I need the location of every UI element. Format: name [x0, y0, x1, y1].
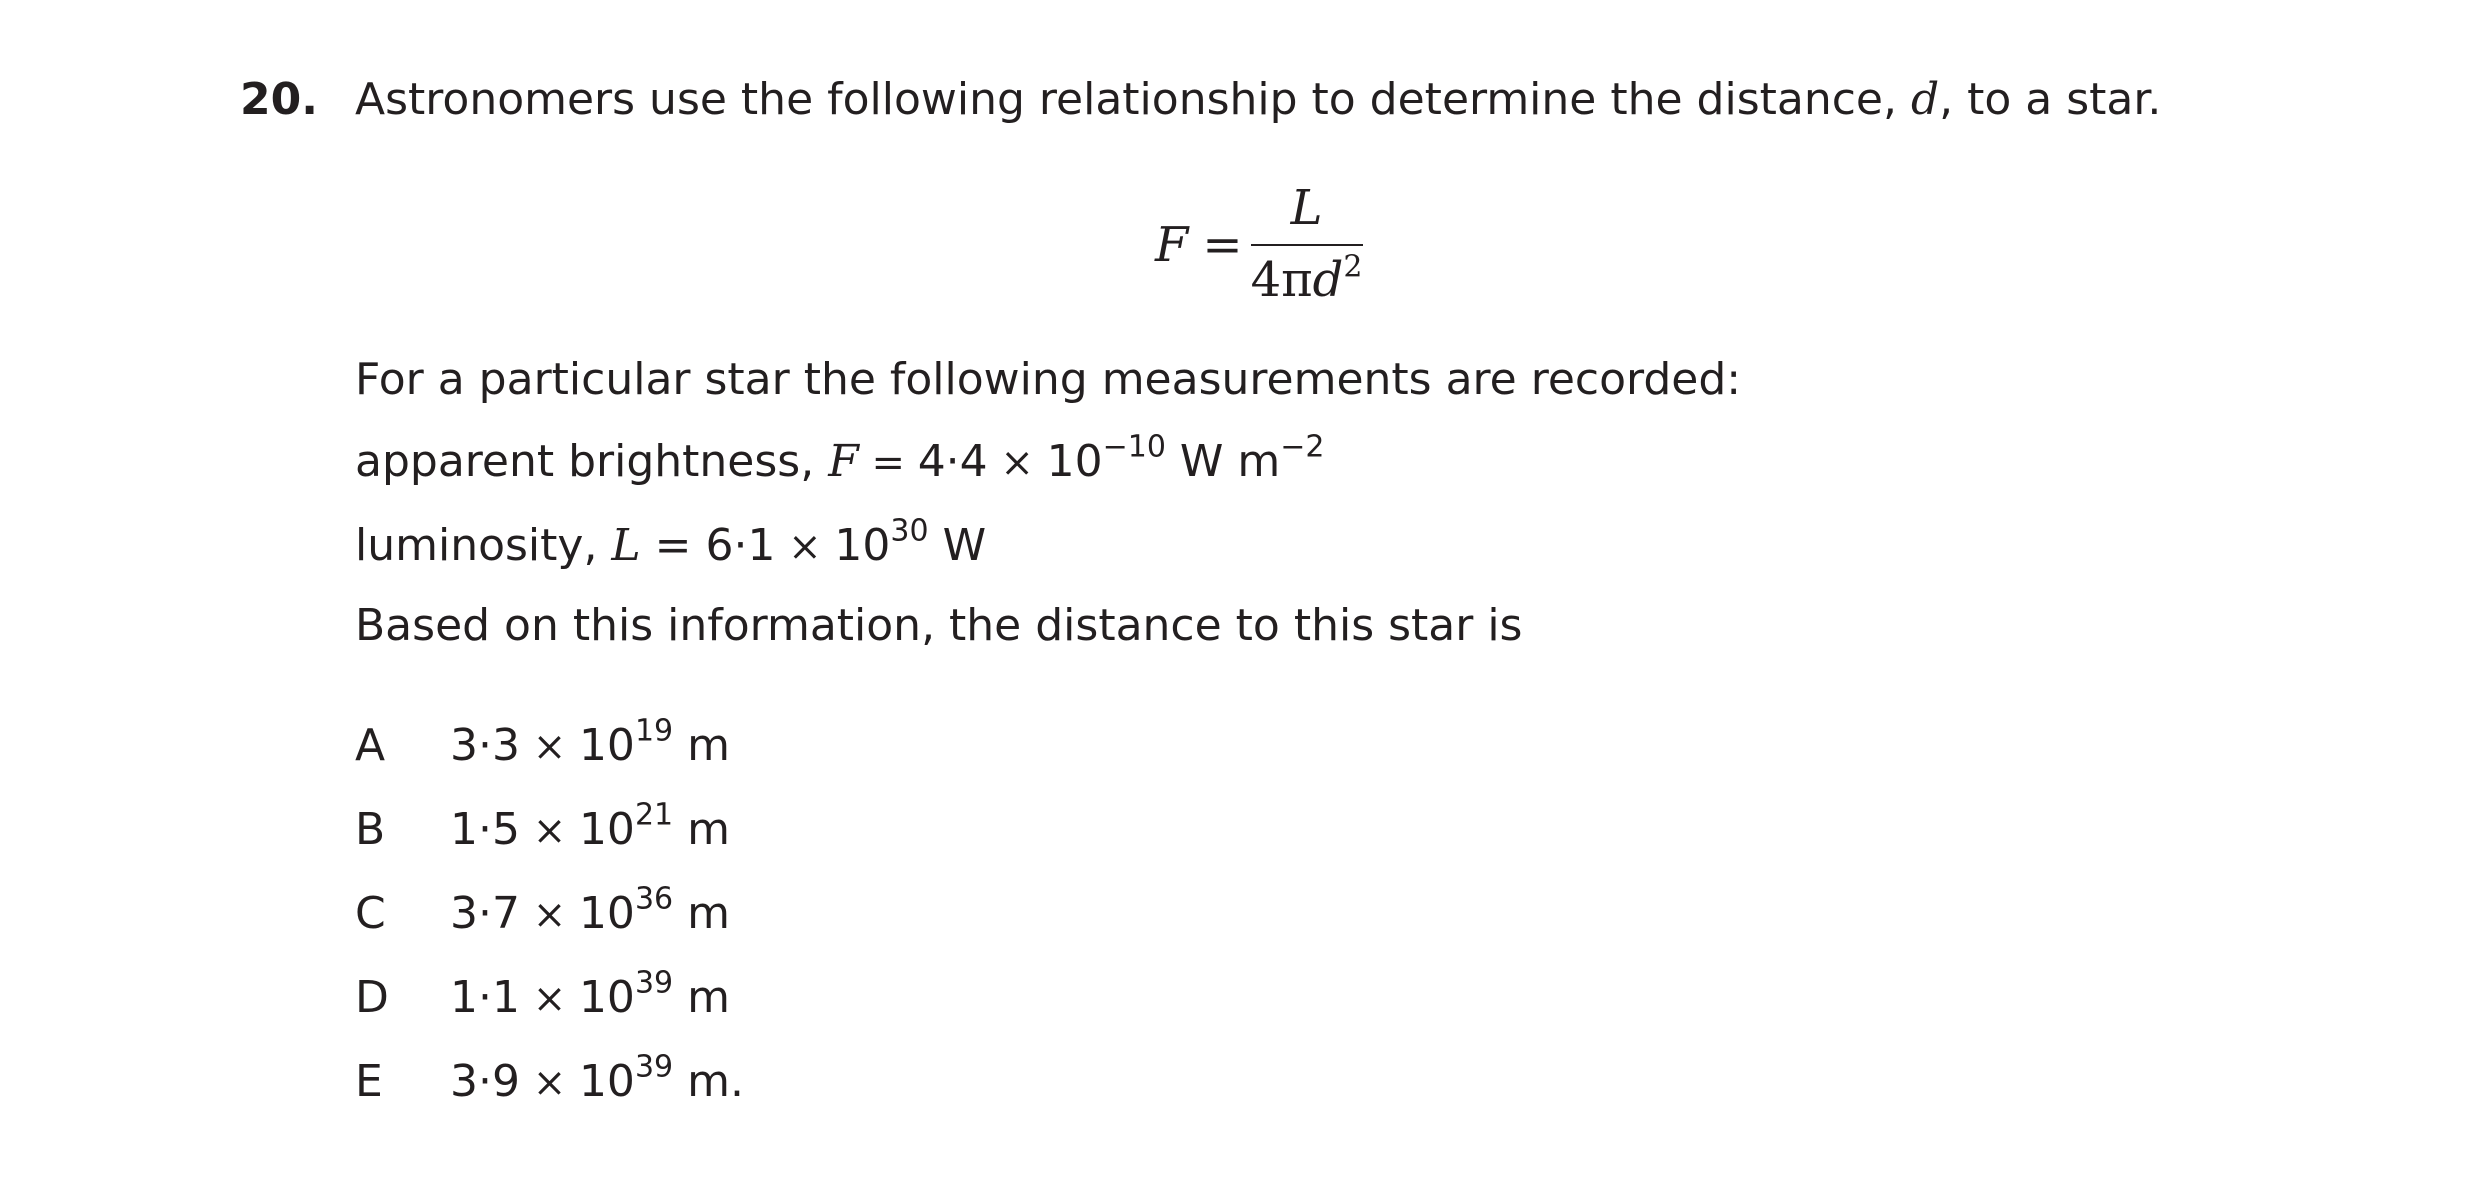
- brightness-line: [355, 429, 1325, 493]
- option-exponent: 36: [634, 881, 674, 917]
- option-times: ×: [519, 808, 579, 854]
- brightness-symbol: F: [828, 436, 859, 487]
- option-exponent: 19: [634, 713, 674, 749]
- option-unit: m.: [673, 1056, 744, 1107]
- option-b[interactable]: [355, 797, 730, 861]
- question-number: 20.: [240, 74, 318, 125]
- question-prompt: Based on this information, the distance to this star is: [355, 600, 1523, 651]
- distance-formula: [1155, 170, 1363, 320]
- luminosity-base: 10: [834, 520, 891, 571]
- option-d[interactable]: [355, 965, 730, 1029]
- option-mantissa: 3·3: [450, 720, 520, 771]
- luminosity-times: ×: [775, 524, 835, 570]
- brightness-base: 10: [1046, 436, 1103, 487]
- option-a[interactable]: [355, 713, 730, 777]
- option-c[interactable]: [355, 881, 730, 945]
- formula-numerator: L: [1290, 180, 1323, 236]
- brightness-mantissa: 4·4: [917, 436, 988, 487]
- brightness-equals: =: [858, 440, 918, 486]
- luminosity-equals: =: [640, 520, 706, 571]
- option-letter: E: [355, 1056, 383, 1107]
- luminosity-symbol: L: [611, 520, 641, 571]
- option-base: 10: [578, 804, 635, 855]
- option-exponent: 39: [634, 965, 674, 1001]
- brightness-times: ×: [987, 440, 1047, 486]
- luminosity-mantissa: 6·1: [705, 520, 776, 571]
- stem-variable: d: [1910, 74, 1940, 125]
- brightness-unit: W m: [1165, 436, 1281, 487]
- measurements-intro: For a particular star the following measurements are recorded:: [355, 354, 1742, 405]
- option-base: 10: [578, 888, 635, 939]
- option-letter: D: [355, 972, 389, 1023]
- denominator-coeff: 4π: [1250, 252, 1313, 308]
- brightness-unit-exponent: −2: [1280, 429, 1325, 465]
- luminosity-label: luminosity,: [355, 520, 612, 571]
- option-mantissa: 1·1: [450, 972, 520, 1023]
- luminosity-exponent: 30: [890, 513, 929, 549]
- option-times: ×: [519, 892, 579, 938]
- denominator-variable: d: [1312, 252, 1344, 308]
- option-mantissa: 3·7: [450, 888, 520, 939]
- option-mantissa: 3·9: [450, 1056, 520, 1107]
- option-unit: m: [673, 720, 730, 771]
- option-e[interactable]: [355, 1049, 744, 1113]
- stem-text-before: Astronomers use the following relationship to determine the distance,: [355, 74, 1911, 125]
- formula-denominator: [1251, 246, 1363, 310]
- option-exponent: 39: [634, 1049, 674, 1085]
- option-mantissa: 1·5: [450, 804, 520, 855]
- option-letter: C: [355, 888, 386, 939]
- option-times: ×: [519, 724, 579, 770]
- option-times: ×: [519, 976, 579, 1022]
- option-base: 10: [578, 972, 635, 1023]
- option-letter: B: [355, 804, 386, 855]
- option-base: 10: [578, 1056, 635, 1107]
- luminosity-line: [355, 513, 987, 577]
- stem-text-after: , to a star.: [1939, 74, 2162, 125]
- option-unit: m: [673, 888, 730, 939]
- option-unit: m: [673, 804, 730, 855]
- option-base: 10: [578, 720, 635, 771]
- formula-fraction: [1251, 180, 1363, 310]
- brightness-exponent: −10: [1102, 429, 1166, 465]
- option-letter: A: [355, 720, 386, 771]
- formula-lhs: F: [1155, 217, 1189, 273]
- question-stem: [355, 70, 2161, 130]
- option-unit: m: [673, 972, 730, 1023]
- brightness-label: apparent brightness,: [355, 436, 829, 487]
- option-exponent: 21: [634, 797, 674, 833]
- formula-equals: =: [1202, 217, 1243, 273]
- luminosity-unit: W: [928, 520, 987, 571]
- denominator-exponent: 2: [1343, 249, 1363, 285]
- option-times: ×: [519, 1060, 579, 1106]
